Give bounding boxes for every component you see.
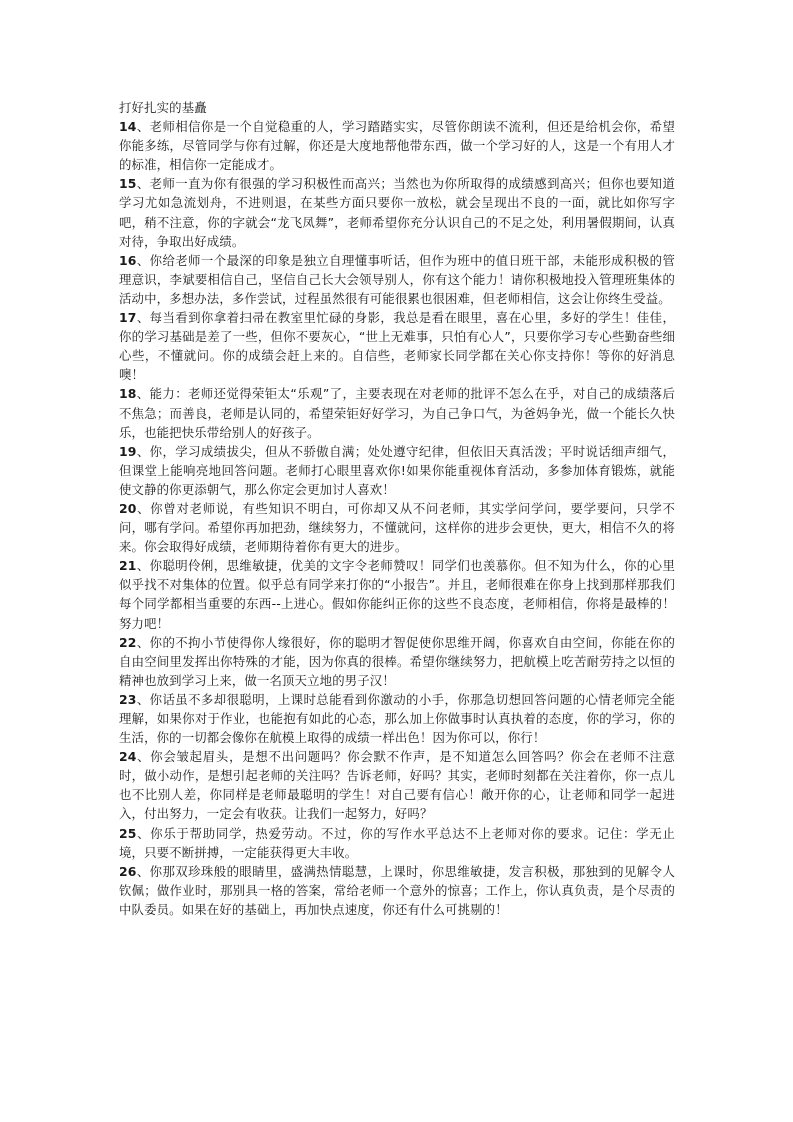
entry-number: 16 (119, 252, 137, 268)
entry-number: 26 (119, 863, 137, 879)
entry-number: 25 (119, 825, 137, 841)
entry-number: 17 (119, 310, 137, 326)
entry-20 (119, 499, 675, 556)
entry-17 (119, 308, 675, 384)
entry-text: 、你那双珍珠般的眼睛里，盛满热情聪慧，上课时，你思维敏捷，发言积极，那独到的见解令人钦佩；做作业时，那别具一格的答案，常给老师一个意外的惊喜；工作上，你认真负责，是个尽责的中队委员。如果在好的基础上，再加快点速度，你还有什么可挑剔的！ (119, 863, 675, 917)
entry-text: 、你乐于帮助同学，热爱劳动。不过，你的写作水平总达不上老师对你的要求。记住：学无止境，只要不断拼搏，一定能获得更大丰收。 (119, 825, 675, 860)
entry-15 (119, 174, 675, 250)
entry-26 (119, 862, 675, 919)
entry-text: 、能力：老师还觉得荣钜太“乐观”了，主要表现在对老师的批评不怎么在乎，对自己的成绩落后不焦急；而善良，老师是认同的，希望荣钜好好学习，为自己争口气，为爸妈争光，做一个能长久快乐，也能把快乐带给别人的好孩子。 (119, 386, 675, 440)
document-heading: 打好扎实的基矗 (119, 100, 207, 115)
entry-number: 18 (119, 386, 137, 402)
entry-text: 、你会皱起眉头，是想不出问题吗？你会默不作声，是不知道怎么回答吗？你会在老师不注意时，做小动作，是想引起老师的关注吗？告诉老师，好吗？其实，老师时刻都在关注着你，你一点儿也不比别人差，你同样是老师最聪明的学生！对自己要有信心！敞开你的心，让老师和同学一起进入，付出努力，一定会有收获。让我们一起努力，好吗？ (119, 749, 675, 822)
entry-text: 、你，学习成绩拔尖，但从不骄傲自满；处处遵守纪律，但依旧天真活泼；平时说话细声细气，但课堂上能响亮地回答问题。老师打心眼里喜欢你!如果你能重视体育活动，多参加体育锻炼，就能使文静的你更添朝气，那么你定会更加讨人喜欢！ (119, 443, 675, 497)
entry-text: 、每当看到你拿着扫帚在教室里忙碌的身影，我总是看在眼里，喜在心里，多好的学生！佳佳，你的学习基础是差了一些，但你不要灰心，“世上无难事，只怕有心人”，只要你学习专心些勤奋些细心些，不懂就问。你的成绩会赶上来的。自信些，老师家长同学都在关心你支持你！等你的好消息噢！ (119, 310, 675, 383)
entry-23 (119, 690, 675, 747)
entry-text: 、老师一直为你有很强的学习积极性而高兴；当然也为你所取得的成绩感到高兴；但你也要知道学习尤如急流划舟，不进则退，在某些方面只要你一放松，就会呈现出不良的一面，就比如你写字吧，稍不注意，你的字就会“龙飞凤舞”，老师希望你充分认识自己的不足之处，利用暑假期间，认真对待，争取出好成绩。 (119, 176, 675, 249)
entry-19 (119, 442, 675, 499)
entry-number: 23 (119, 691, 137, 707)
entry-16 (119, 251, 675, 308)
entry-number: 19 (119, 443, 137, 459)
entry-number: 22 (119, 634, 137, 650)
entry-24 (119, 747, 675, 823)
entry-number: 20 (119, 500, 137, 516)
entry-number: 14 (119, 119, 137, 135)
entry-number: 21 (119, 558, 137, 574)
entry-number: 24 (119, 749, 137, 765)
entry-text: 、你曾对老师说，有些知识不明白，可你却又从不问老师，其实学问学问，要学要问，只学不问，哪有学问。希望你再加把劲，继续努力，不懂就问，这样你的进步会更快，更大，相信不久的将来。你会取得好成绩，老师期待着你有更大的进步。 (119, 500, 675, 555)
entry-14 (119, 117, 675, 174)
entry-18 (119, 384, 675, 441)
entry-text: 、你给老师一个最深的印象是独立自理懂事听话，但作为班中的值日班干部，未能形成积极的管理意识，李斌要相信自己，坚信自己长大会领导别人，你有这个能力！请你积极地投入管理班集体的活动中，多想办法，多作尝试，过程虽然很有可能很累也很困难，但老师相信，这会让你终生受益。 (119, 252, 675, 306)
entry-number: 15 (119, 176, 137, 192)
entry-25 (119, 824, 675, 862)
entry-text: 、你的不拘小节使得你人缘很好，你的聪明才智促使你思维开阔，你喜欢自由空间，你能在你的自由空间里发挥出你特殊的才能，因为你真的很棒。希望你继续努力，把航模上吃苦耐劳持之以恒的精神也放到学习上来，做一名顶天立地的男子汉！ (119, 634, 675, 688)
entry-21 (119, 556, 675, 632)
document-body (119, 98, 675, 919)
entry-text: 、你聪明伶俐，思维敏捷，优美的文字令老师赞叹！同学们也羡慕你。但不知为什么，你的心里似乎找不对集体的位置。似乎总有同学来打你的“小报告”。并且，老师很难在你身上找到那样那我们每个同学都相当重要的东西--上进心。假如你能纠正你的这些不良态度，老师相信，你将是最棒的！努力吧！ (119, 558, 675, 631)
entry-text: 、你话虽不多却很聪明，上课时总能看到你激动的小手，你那急切想回答问题的心情老师完全能理解，如果你对于作业，也能抱有如此的心态，那么加上你做事时认真执着的态度，你的学习，你的生活，你的一切都会像你在航模上取得的成绩一样出色！因为你可以，你行！ (119, 691, 675, 746)
entry-22 (119, 633, 675, 690)
entry-text: 、老师相信你是一个自觉稳重的人，学习踏踏实实，尽管你朗读不流利，但还是给机会你，希望你能多练，尽管同学与你有过解，你还是大度地帮他带东西，做一个学习好的人，这是一个有用人才的标准，相信你一定能成才。 (119, 119, 675, 173)
